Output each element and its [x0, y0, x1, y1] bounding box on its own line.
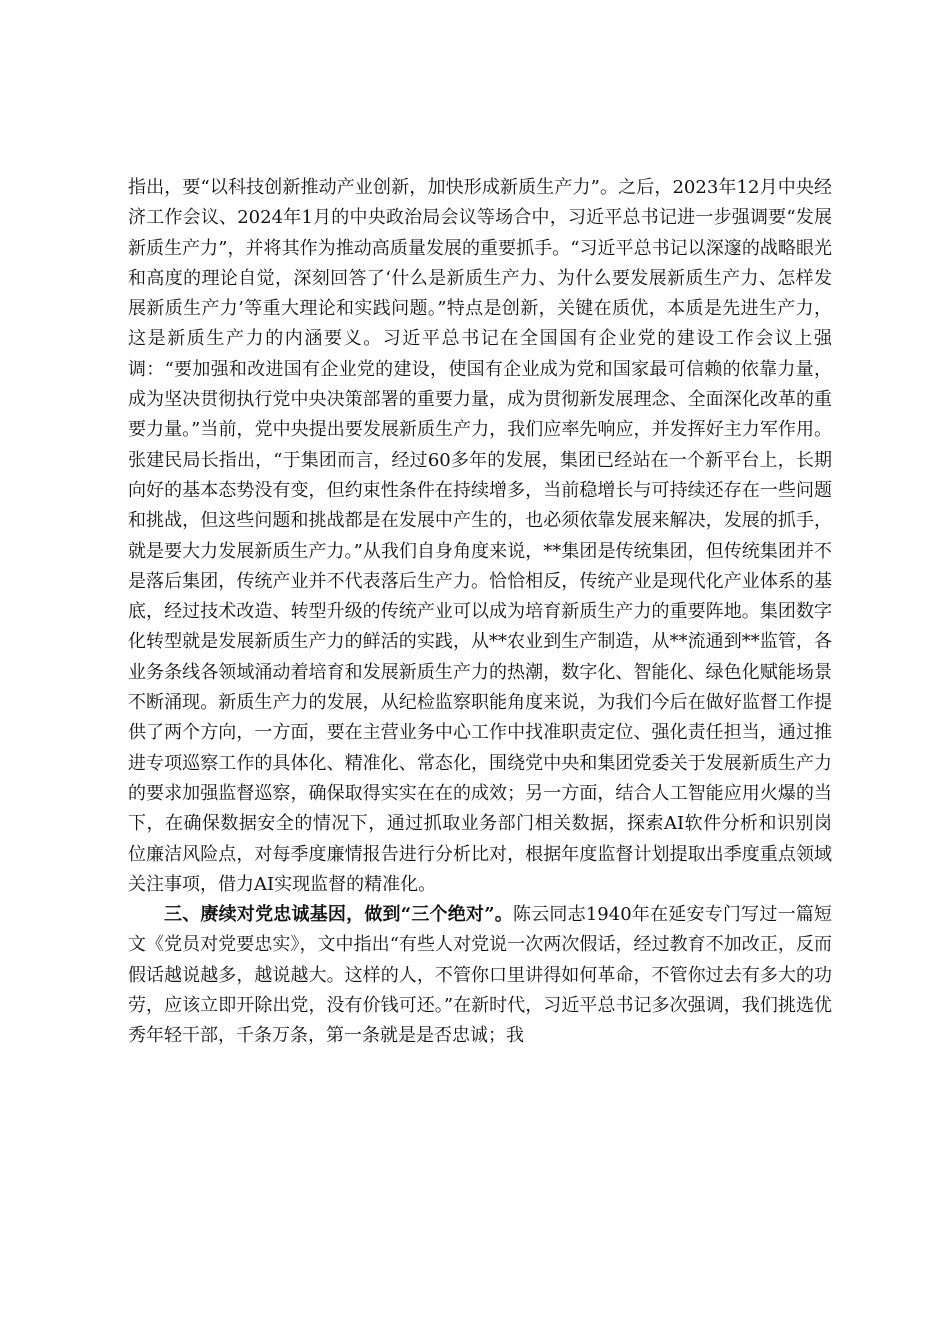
body-paragraph-1 [128, 173, 832, 900]
document-page [128, 173, 832, 1052]
paragraph-2-text: 陈云同志1940年在延安专门写过一篇短文《党员对党要忠实》，文中指出“有些人对党说一次两次假话，经过教育不加改正，反而假话越说越多，越说越大。这样的人，不管你口里讲得如何革命，不管你过去有多大的功劳，应该立即开除出党，没有价钱可还。”在新时代，习近平总书记多次强调，我们挑选优秀年轻干部，千条万条，第一条就是是否忠诚；我 [128, 904, 832, 1047]
body-paragraph-2 [128, 900, 832, 1051]
section-heading-3: 三、赓续对党忠诚基因，做到“三个绝对”。 [164, 904, 513, 926]
paragraph-1-text: 指出，要“以科技创新推动产业创新，加快形成新质生产力”。之后，2023年12月中央经济工作会议、2024年1月的中央政治局会议等场合中，习近平总书记进一步强调要“发展新质生产力”，并将其作为推动高质量发展的重要抓手。“习近平总书记以深邃的战略眼光和高度的理论自觉，深刻回答了‘什么是新质生产力、为什么要发展新质生产力、怎样发展新质生产力’等重大理论和实践问题。”特点是创新，关键在质优，本质是先进生产力，这是新质生产力的内涵要义。习近平总书记在全国国有企业党的建设工作会议上强调：“要加强和改进国有企业党的建设，使国有企业成为党和国家最可信赖的依靠力量，成为坚决贯彻执行党中央决策部署的重要力量，成为贯彻新发展理念、全面深化改革的重要力量。”当前，党中央提出要发展新质生产力，我们应率先响应，并发挥好主力军作用。张建民局长指出，“于集团而言，经过60多年的发展，集团已经站在一个新平台上，长期向好的基本态势没有变，但约束性条件在持续增多，当前稳增长与可持续还存在一些问题和挑战，但这些问题和挑战都是在发展中产生的，也必须依靠发展来解决，发展的抓手，就是要大力发展新质生产力。”从我们自身角度来说，**集团是传统集团，但传统集团并不是落后集团，传统产业并不代表落后生产力。恰恰相反，传统产业是现代化产业体系的基底，经过技术改造、转型升级的传统产业可以成为培育新质生产力的重要阵地。集团数字化转型就是发展新质生产力的鲜活的实践，从**农业到生产制造，从**流通到**监管，各业务条线各领域涌动着培育和发展新质生产力的热潮，数字化、智能化、绿色化赋能场景不断涌现。新质生产力的发展，从纪检监察职能角度来说，为我们今后在做好监督工作提供了两个方向，一方面，要在主营业务中心工作中找准职责定位、强化责任担当，通过推进专项巡察工作的具体化、精准化、常态化，围绕党中央和集团党委关于发展新质生产力的要求加强监督巡察，确保取得实实在在的成效；另一方面，结合人工智能应用火爆的当下，在确保数据安全的情况下，通过抓取业务部门相关数据，探索AI软件分析和识别岗位廉洁风险点，对每季度廉情报告进行分析比对，根据年度监督计划提取出季度重点领域关注事项，借力AI实现监督的精准化。 [128, 177, 832, 895]
